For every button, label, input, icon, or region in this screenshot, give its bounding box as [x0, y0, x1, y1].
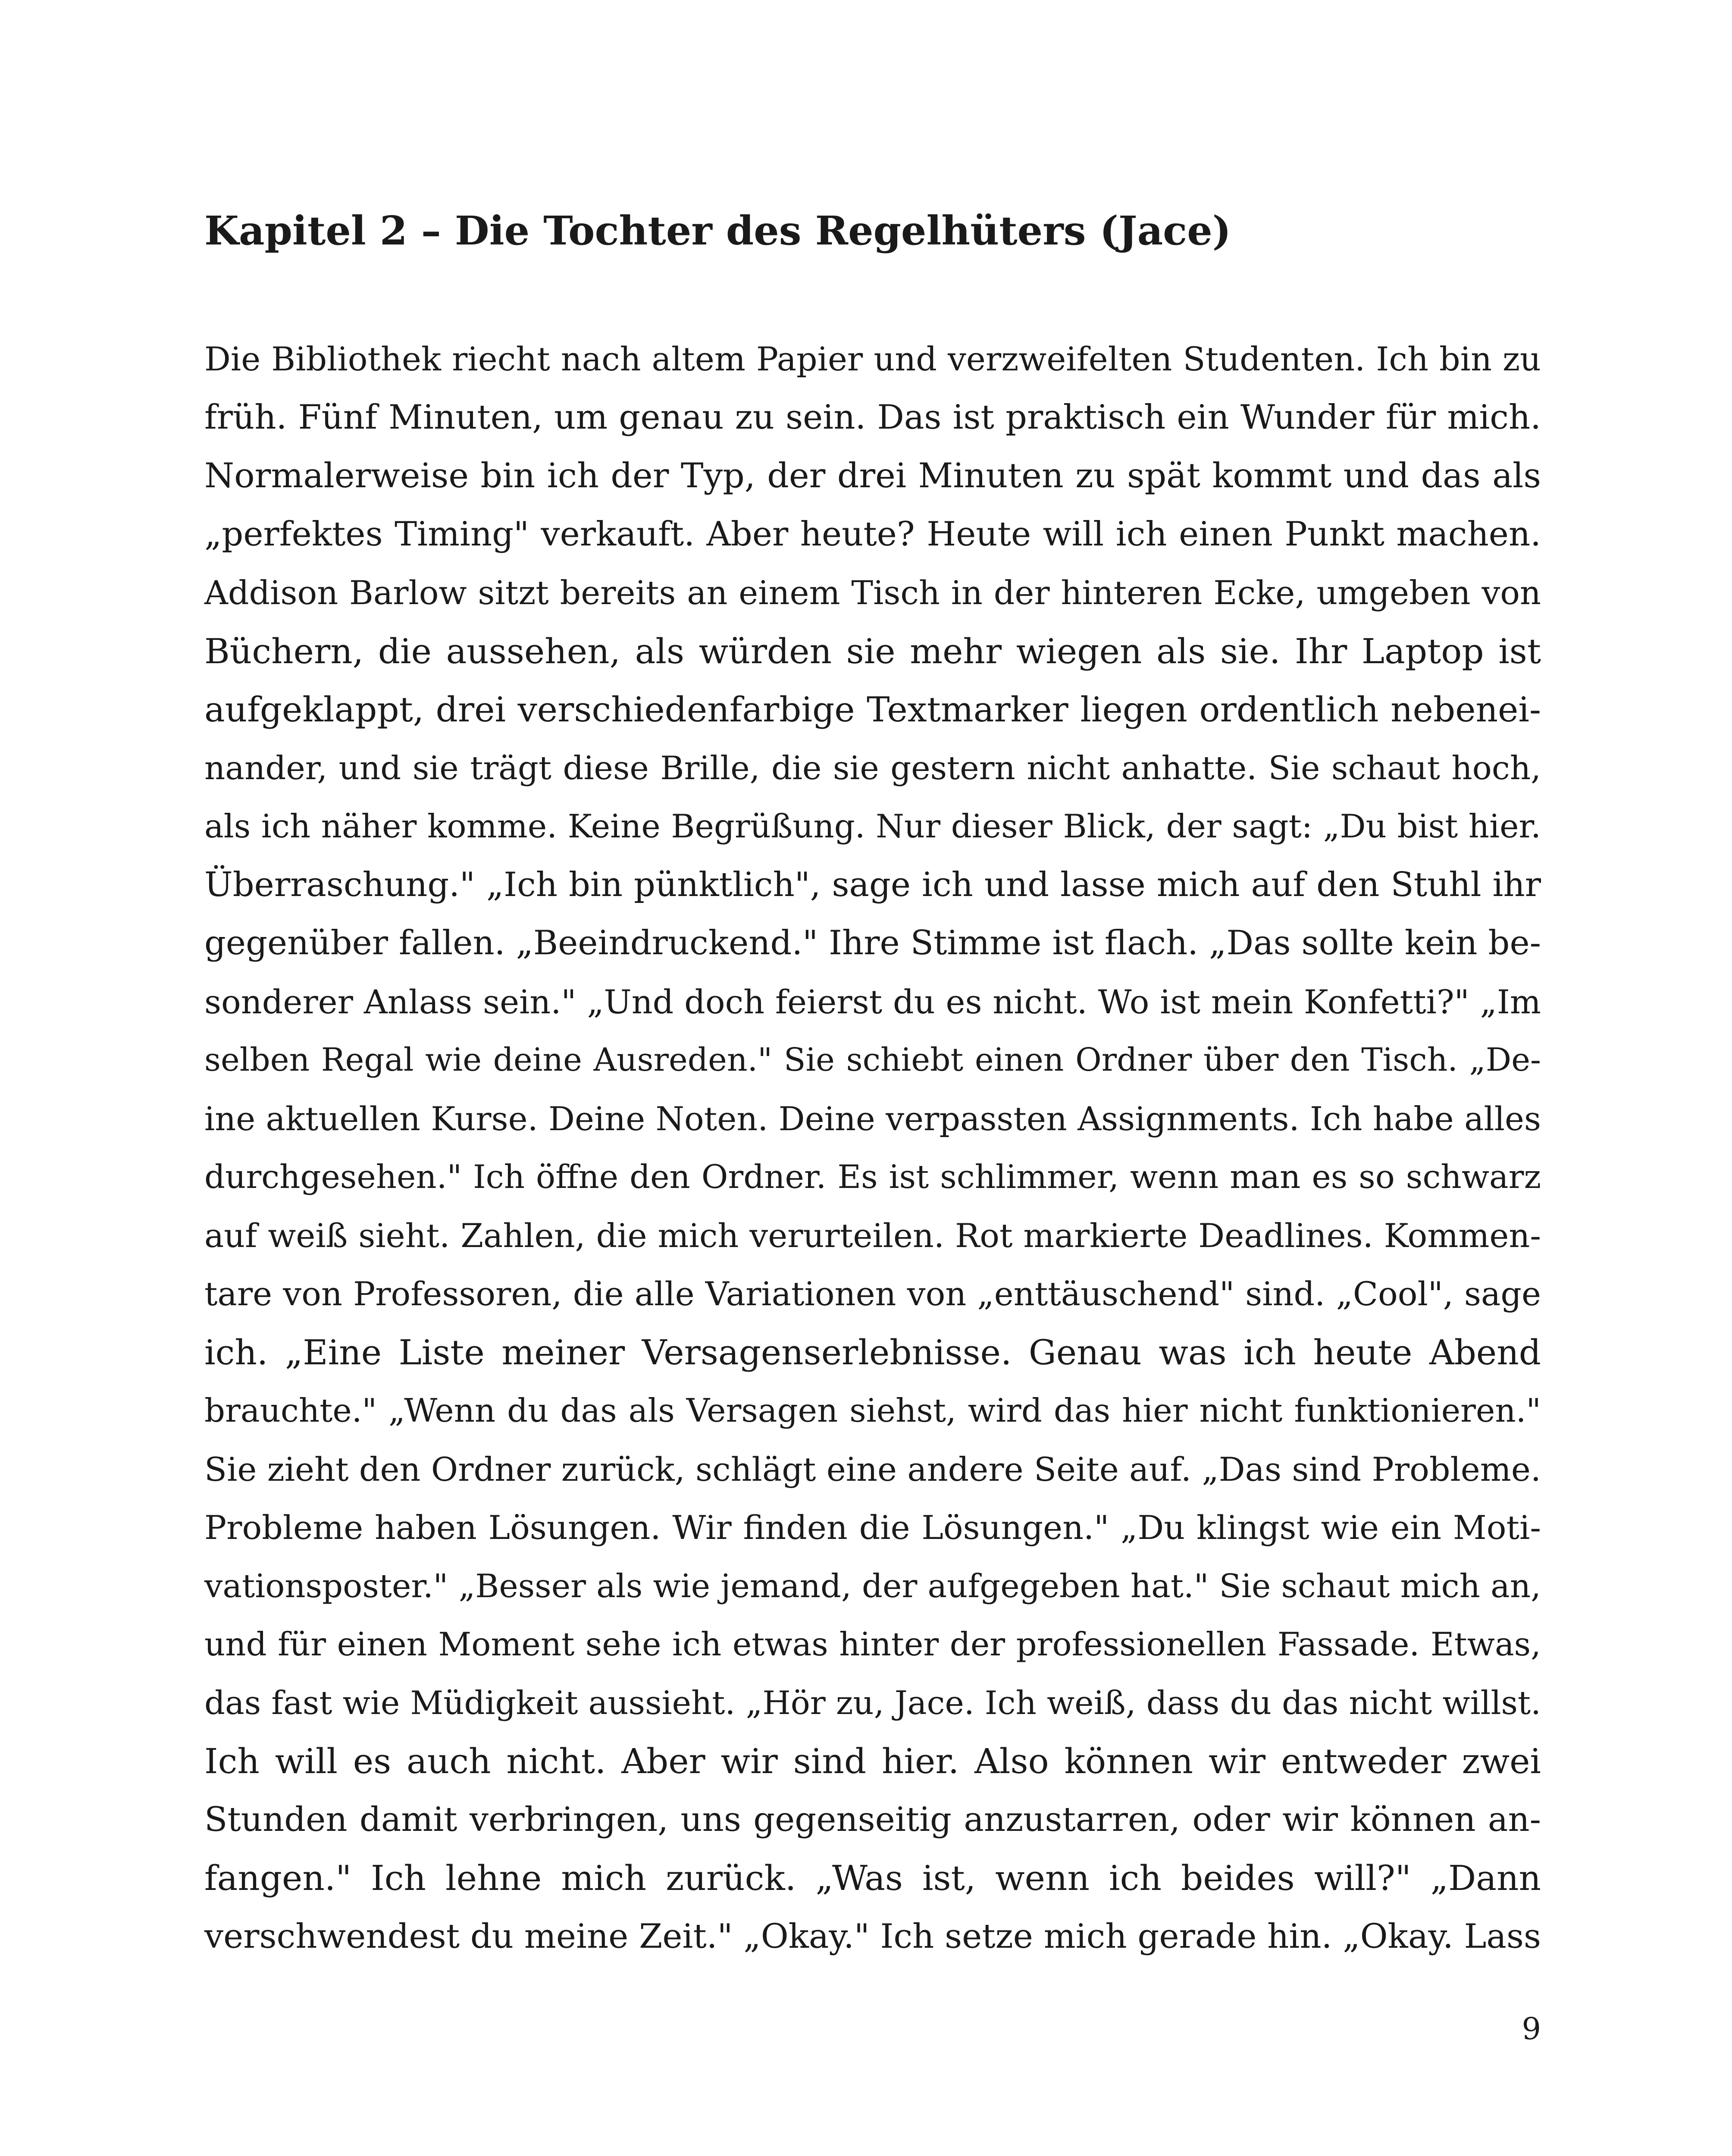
- page-number: 9: [1522, 2011, 1541, 2046]
- text-line: das fast wie Müdigkeit aussieht. „Hör zu, Jace. Ich weiß, dass du das nicht willst.: [204, 1683, 1541, 1722]
- text-line: vationsposter." „Besser als wie jemand, der aufgegeben hat." Sie schaut mich an,: [204, 1567, 1541, 1605]
- text-line: früh. Fünf Minuten, um genau zu sein. Das ist praktisch ein Wunder für mich.: [204, 398, 1541, 437]
- text-line: durchgesehen." Ich öffne den Ordner. Es ist schlimmer, wenn man es so schwarz: [204, 1158, 1541, 1196]
- text-line: Stunden damit verbringen, uns gegenseitig anzustarren, oder wir können an-: [204, 1800, 1541, 1839]
- text-line: Addison Barlow sitzt bereits an einem Tisch in der hinteren Ecke, umgeben von: [204, 573, 1541, 612]
- text-line: Normalerweise bin ich der Typ, der drei Minuten zu spät kommt und das als: [204, 456, 1541, 495]
- text-line: selben Regal wie deine Ausreden." Sie schiebt einen Ordner über den Tisch. „De-: [204, 1041, 1541, 1078]
- text-line: aufgeklappt, drei verschiedenfarbige Textmarker liegen ordentlich nebenei-: [204, 689, 1541, 730]
- body-text: [204, 330, 1541, 1966]
- text-line: brauchte." „Wenn du das als Versagen siehst, wird das hier nicht funktionieren.": [204, 1391, 1541, 1429]
- chapter-title: Kapitel 2 – Die Tochter des Regelhüters (Jace): [204, 207, 1231, 254]
- text-line: sonderer Anlass sein." „Und doch feierst du es nicht. Wo ist mein Konfetti?" „Im: [204, 982, 1541, 1021]
- text-line: und für einen Moment sehe ich etwas hinter der professionellen Fassade. Etwas,: [204, 1625, 1541, 1663]
- text-line: ich. „Eine Liste meiner Versagenserlebnisse. Genau was ich heute Abend: [204, 1332, 1541, 1373]
- text-line: nander, und sie trägt diese Brille, die sie gestern nicht anhatte. Sie schaut hoch,: [204, 749, 1541, 787]
- text-line: Überraschung." „Ich bin pünktlich", sage ich und lasse mich auf den Stuhl ihr: [204, 865, 1541, 904]
- text-line: tare von Professoren, die alle Variationen von „enttäuschend" sind. „Cool", sage: [204, 1275, 1541, 1313]
- text-line: Sie zieht den Ordner zurück, schlägt eine andere Seite auf. „Das sind Probleme.: [204, 1450, 1541, 1489]
- text-line: Probleme haben Lösungen. Wir finden die Lösungen." „Du klingst wie ein Moti-: [204, 1508, 1541, 1547]
- text-line: gegenüber fallen. „Beeindruckend." Ihre Stimme ist flach. „Das sollte kein be-: [204, 924, 1541, 962]
- text-line: Ich will es auch nicht. Aber wir sind hier. Also können wir entweder zwei: [204, 1741, 1541, 1781]
- text-line: verschwendest du meine Zeit." „Okay." Ich setze mich gerade hin. „Okay. Lass: [204, 1917, 1541, 1956]
- text-line: ine aktuellen Kurse. Deine Noten. Deine verpassten Assignments. Ich habe alles: [204, 1099, 1541, 1138]
- text-line: als ich näher komme. Keine Begrüßung. Nur dieser Blick, der sagt: „Du bist hier.: [204, 807, 1541, 845]
- text-line: Büchern, die aussehen, als würden sie mehr wiegen als sie. Ihr Laptop ist: [204, 631, 1541, 671]
- text-line: fangen." Ich lehne mich zurück. „Was ist, wenn ich beides will?" „Dann: [204, 1858, 1541, 1898]
- text-line: „perfektes Timing" verkauft. Aber heute? Heute will ich einen Punkt machen.: [204, 514, 1541, 554]
- text-line: auf weiß sieht. Zahlen, die mich verurteilen. Rot markierte Deadlines. Kommen-: [204, 1216, 1541, 1255]
- text-line: Die Bibliothek riecht nach altem Papier und verzweifelten Studenten. Ich bin zu: [204, 340, 1541, 378]
